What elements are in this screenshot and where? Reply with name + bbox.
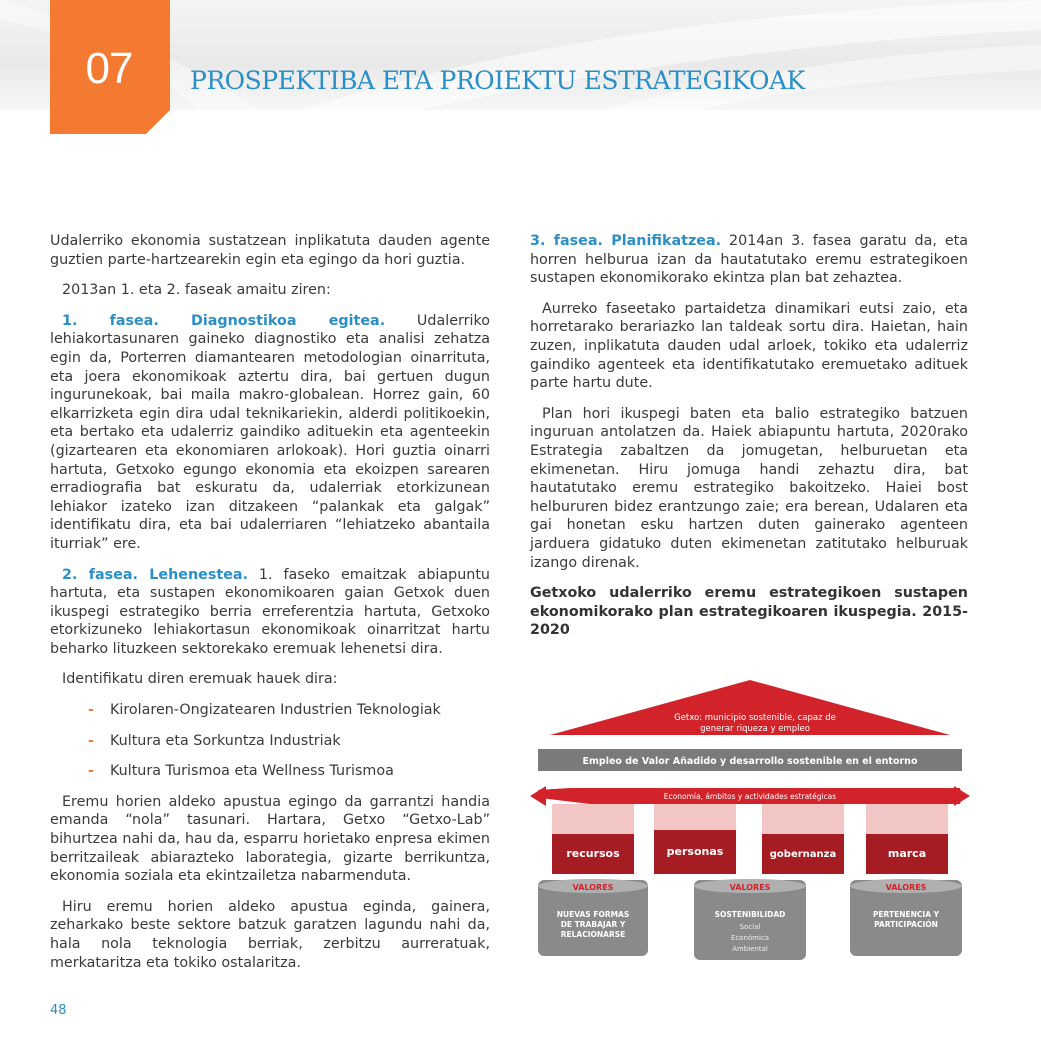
phase3-label: 3. fasea. Planifikatzea.: [530, 233, 722, 249]
phases-intro-paragraph: 2013an 1. eta 2. faseak amaitu ziren:: [62, 282, 331, 299]
right-column: [530, 232, 968, 652]
value-left-text: DE TRABAJAR Y: [560, 920, 626, 929]
roof-text-line2: generar riqueza y empleo: [700, 724, 810, 734]
grey-band-text: Empleo de Valor Añadido y desarrollo sostenible en el entorno: [582, 756, 918, 767]
pillar-connector: [552, 804, 634, 838]
phase3-text: 2014an 3. fasea garatu da, eta horren helburua izan da hautatutako eremu estrategikoen sustapen ekonomikorako ekintza plan bat zehaztea.: [530, 233, 968, 287]
intro-paragraph: Udalerriko ekonomia sustatzean inplikatuta dauden agente guztien parte-hartzearekin egin eta egingo da hori guztia.: [50, 233, 490, 268]
list-item: - Kultura eta Sorkuntza Industriak: [88, 732, 341, 749]
roof-text-line1: Getxo: municipio sostenible, capaz de: [674, 713, 836, 723]
chapter-title: PROSPEKTIBA ETA PROIEKTU ESTRATEGIKOAK: [190, 66, 805, 95]
value-mid-title: SOSTENIBILIDAD: [714, 910, 786, 919]
values-label: VALORES: [572, 883, 614, 892]
chapter-number-badge: [50, 0, 170, 134]
pillar-label: marca: [887, 847, 927, 860]
sectors-paragraph: Hiru eremu horien aldeko apustua eginda, gainera, zeharkako beste sektore batzuk garatzen lagundu nahi da, hala nola teknologia berriak, zerbitzu aurreratuak, merkataritza eta tokiko ostalaritza.: [50, 898, 490, 971]
value-left-text: RELACIONARSE: [560, 930, 626, 939]
phase1-text: Udalerriko lehiakortasunaren gaineko diagnostiko eta analisi zehatza egin da, Porterren diamantearen metodologian oinarrituta, eta joera ekonomikoak aztertu dira, bai gertuen dugun ingurunekoak, bai maila makro-globalean. Horrez gain, 60 elkarrizketa egin dira udal teknikariekin, alderdi politikoekin, eta bertako eta udalerriz gaindiko adituekin eta agenteekin (gizartearen eta ekonomiaren arlokoak). Hori guztia oinarri hartuta, Getxoko egungo ekonomia eta ekoizpen sarearen erradiografia bat eskuratu da, udalerriak etorkizunean lehiakor izateko izan ditzakeen “palankak eta galgak” identifikatu dira, eta bai udalerriaren “lehiatzeko abantaila iturriak” ere.: [50, 312, 490, 552]
left-column: [50, 232, 490, 984]
commitment-paragraph: Eremu horien aldeko apustua egingo da garrantzi handia emanda “nola” tasunari. Hartara, Getxo “Getxo-Lab” bihurtzea nahi da, hau da, esparru horietako enpresa ekimen berritzaileak abiarazteko laborategia, gizarte berrikuntza, ekonomia soziala eta ekintzailetza nabarmenduta.: [50, 793, 490, 885]
red-band-text: Economía, ámbitos y actividades estratégicas: [663, 792, 837, 801]
chapter-number: 07: [85, 44, 133, 93]
list-item: - Kirolaren-Ongizatearen Industrien Teknologiak: [88, 702, 441, 719]
value-mid-text: Económica: [730, 934, 770, 942]
strategy-house-diagram: [530, 680, 970, 960]
value-right-text: PARTICIPACIÓN: [874, 920, 938, 929]
diagram-red-arrow-right: [954, 786, 970, 806]
phase1-label: 1. fasea. Diagnostikoa egitea.: [62, 312, 386, 329]
pillar-label: personas: [666, 845, 724, 858]
pillar-label: recursos: [566, 847, 620, 860]
pillar-connector: [762, 804, 844, 838]
strategic-areas-list: [50, 701, 490, 781]
dash-bullet-icon: -: [88, 702, 94, 719]
pillar-connector: [866, 804, 948, 838]
phase2-label: 2. fasea. Lehenestea.: [62, 566, 248, 583]
list-item: - Kultura Turismoa eta Wellness Turismoa: [88, 763, 394, 780]
identified-areas-paragraph: Identifikatu diren eremuak hauek dira:: [62, 671, 338, 688]
phase1-paragraph: [50, 312, 490, 554]
values-label: VALORES: [729, 883, 771, 892]
phase3-paragraph: [530, 232, 968, 288]
value-left-text: NUEVAS FORMAS: [556, 910, 630, 919]
pillar-label: gobernanza: [769, 849, 837, 860]
value-mid-text: Ambiental: [732, 945, 768, 953]
figure-caption: Getxoko udalerriko eremu estrategikoen sustapen ekonomikorako plan estrategikoaren ikuspegia. 2015-2020: [530, 585, 968, 639]
phase2-paragraph: [50, 566, 490, 659]
value-mid-text: Social: [739, 923, 761, 931]
dash-bullet-icon: -: [88, 732, 94, 749]
diagram-red-arrow-left: [530, 786, 546, 806]
plan-paragraph: Plan hori ikuspegi baten eta balio estrategiko batzuen inguruan antolatzen da. Haiek abiapuntu hartuta, 2020rako Estrategia zabaltzen da jomugetan, helburuetan eta ekimenetan. Hiru jomuga handi zehaztu dira, bat hautatutako eremu estrategiko bakoitzeko. Haiei bost helbururen bidez erantzungo zaie; era berean, Udalaren eta gai honetan esku hartzen duten gainerako agenteen jarduera gidatuko duten ekimenetan zatitutako helburuak izango direnak.: [530, 405, 968, 571]
phase2-text: 1. faseko emaitzak abiapuntu hartuta, eta sustapen ekonomikoaren gaian Getxok duen ikuspegi estrategiko berria erreferentzia hartuta, Getxoko etorkizuneko lehiakortasun ekonomikoak oinarritzat hartu beharko lituzkeen sektorekako eremuak lehenetsi dira.: [50, 566, 490, 657]
page-number: 48: [50, 1003, 67, 1018]
participation-paragraph: Aurreko faseetako partaidetza dinamikari eutsi zaio, eta horretarako berariazko lan taldeak sortu dira. Haietan, hain zuzen, inplikatuta dauden udal arloek, tokiko eta udalerriz gaindiko agenteek eta identifikatutako eremuetako adituek parte hartu dute.: [530, 300, 968, 392]
dash-bullet-icon: -: [88, 763, 94, 780]
values-label: VALORES: [885, 883, 927, 892]
value-right-text: PERTENENCIA Y: [872, 910, 940, 919]
